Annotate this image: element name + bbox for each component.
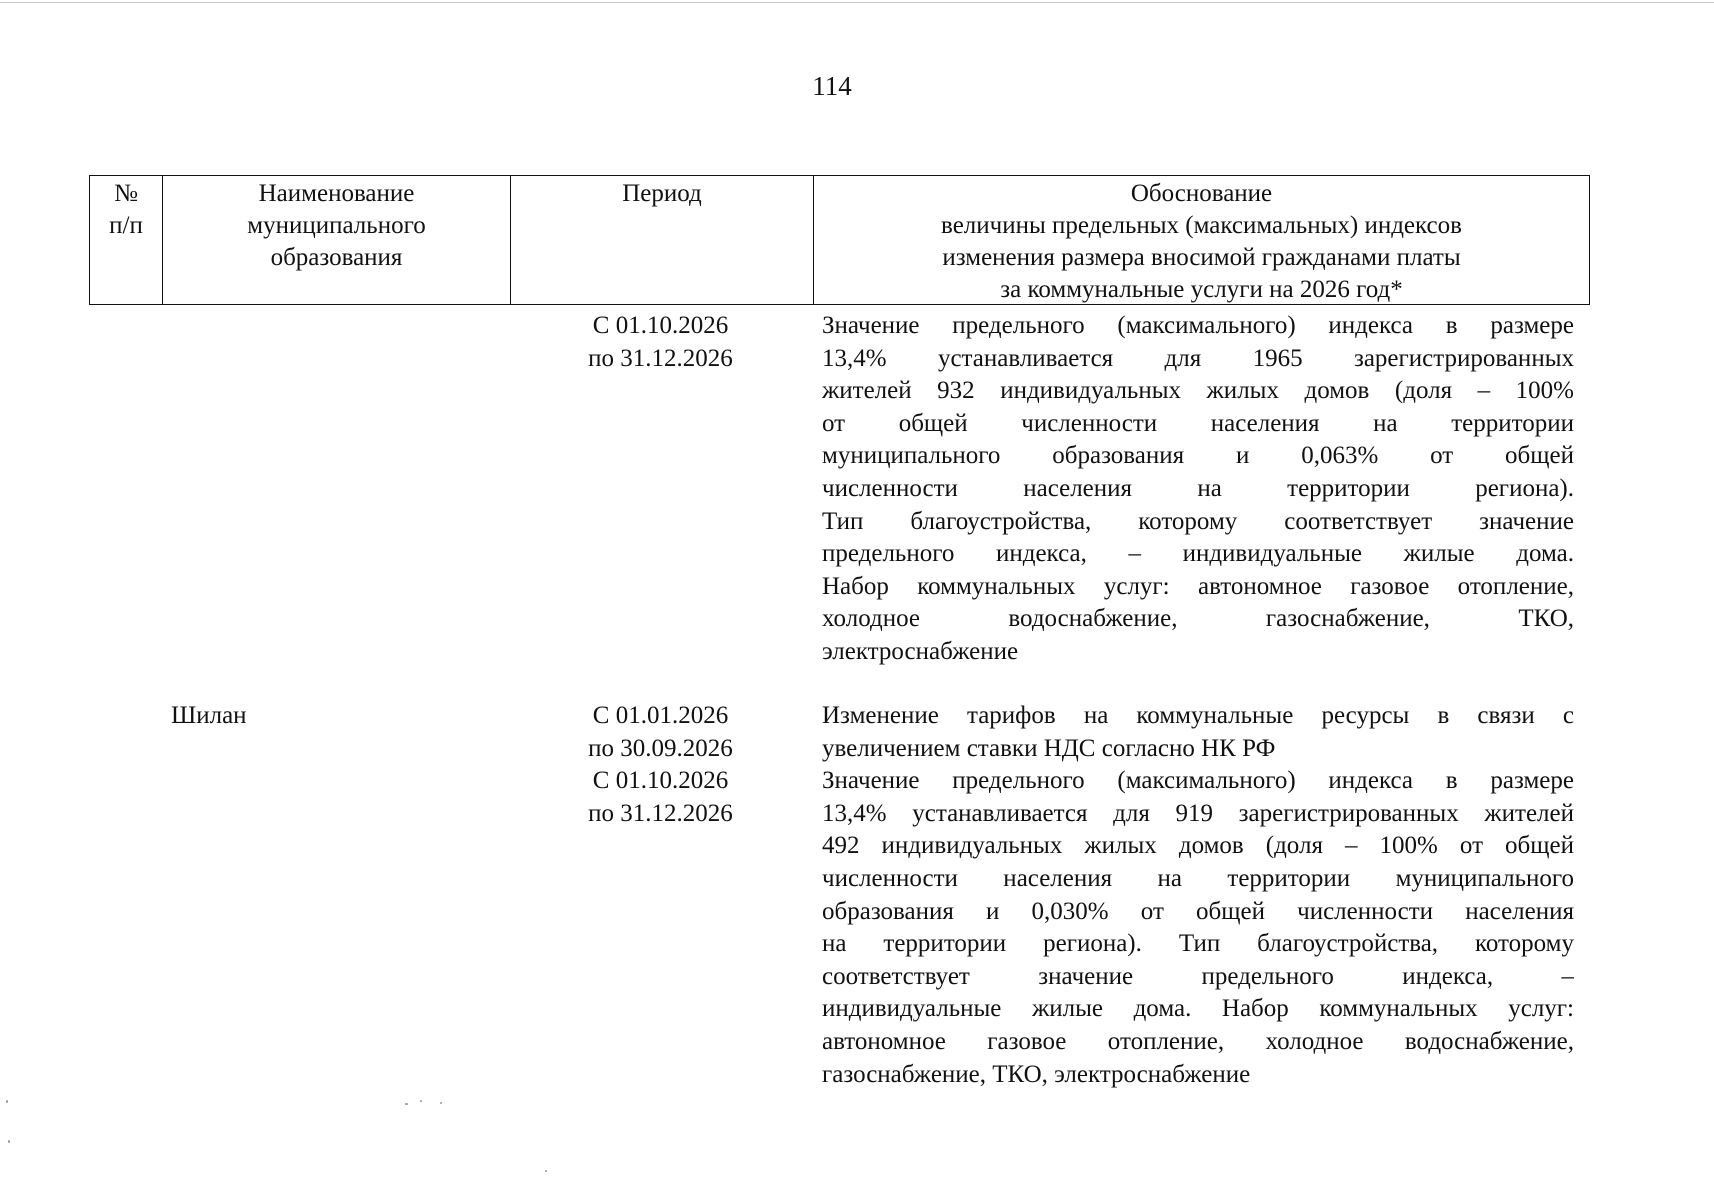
justification-line: 492 индивидуальных жилых домов (доля – 100% от общей (822, 832, 1574, 860)
header-justification-cell (813, 176, 1589, 304)
justification-line: численности населения на территории муниципального (822, 864, 1574, 892)
period-line: по 30.09.2026 (588, 734, 733, 762)
justification-cell (822, 700, 1574, 1091)
table-row (89, 700, 1590, 1100)
justification-line: на территории региона). Тип благоустройства, которому (822, 930, 1574, 958)
period-line: С 01.10.2026 (592, 312, 729, 339)
scan-speck (6, 1100, 8, 1103)
scan-speck (420, 1100, 422, 1102)
table-header (89, 175, 1590, 305)
header-number-line: № (114, 180, 138, 207)
header-justification-line: Обоснование (1130, 180, 1273, 207)
header-justification-line: величины предельных (максимальных) индексов (941, 212, 1462, 239)
period-line: по 31.12.2026 (588, 344, 733, 372)
justification-line: Значение предельного (максимального) индекса в размере (822, 767, 1574, 795)
page-number: 114 (812, 71, 852, 101)
justification-line: газоснабжение, ТКО, электроснабжение (822, 1060, 1251, 1088)
municipality-name: Шилан (171, 702, 247, 729)
period-line: по 31.12.2026 (588, 799, 733, 827)
justification-line: холодное водоснабжение, газоснабжение, ТКО, (822, 605, 1574, 633)
page-top-edge (0, 2, 1714, 3)
justification-line: Изменение тарифов на коммунальные ресурсы в связи с (822, 702, 1574, 729)
period-cell (509, 310, 812, 375)
scan-speck (8, 1140, 10, 1143)
justification-line: увеличением ставки НДС согласно НК РФ (822, 734, 1276, 762)
header-justification-line: за коммунальные услуги на 2026 год* (1000, 276, 1403, 303)
justification-line: 13,4% устанавливается для 919 зарегистрированных жителей (822, 799, 1574, 827)
justification-line: Набор коммунальных услуг: автономное газовое отопление, (822, 572, 1574, 600)
justification-line: Тип благоустройства, которому соответствует значение (822, 507, 1574, 535)
justification-line: жителей 932 индивидуальных жилых домов (доля – 100% (822, 377, 1574, 405)
justification-line: образования и 0,030% от общей численности населения (822, 897, 1574, 925)
scan-speck (405, 1103, 408, 1105)
scan-speck (545, 1170, 547, 1172)
period-cell (509, 700, 812, 830)
justification-line: индивидуальные жилые дома. Набор коммунальных услуг: (822, 995, 1574, 1023)
header-period-line: Период (622, 180, 702, 207)
header-justification-line: изменения размера вносимой гражданами платы (942, 244, 1461, 271)
justification-line: электроснабжение (822, 637, 1019, 665)
justification-line: предельного индекса, – индивидуальные жилые дома. (822, 540, 1574, 568)
header-number-cell (90, 176, 162, 304)
justification-line: численности населения на территории региона). (822, 474, 1574, 502)
period-line: С 01.01.2026 (592, 702, 729, 729)
justification-cell (822, 310, 1574, 669)
header-name-cell (162, 176, 510, 304)
justification-line: муниципального образования и 0,063% от общей (822, 442, 1574, 470)
header-name-line: образования (270, 244, 403, 271)
header-period-cell (510, 176, 813, 304)
header-name-line: Наименование (258, 180, 415, 207)
header-number-line: п/п (109, 212, 143, 239)
period-line: С 01.10.2026 (592, 767, 729, 795)
justification-line: 13,4% устанавливается для 1965 зарегистрированных (822, 344, 1574, 372)
table-row (89, 310, 1590, 670)
scan-speck (440, 1102, 442, 1104)
justification-line: автономное газовое отопление, холодное водоснабжение, (822, 1027, 1574, 1055)
justification-line: соответствует значение предельного индекса, – (822, 962, 1574, 990)
justification-line: Значение предельного (максимального) индекса в размере (822, 312, 1574, 339)
justification-line: от общей численности населения на территории (822, 409, 1574, 437)
header-name-line: муниципального (247, 212, 426, 239)
